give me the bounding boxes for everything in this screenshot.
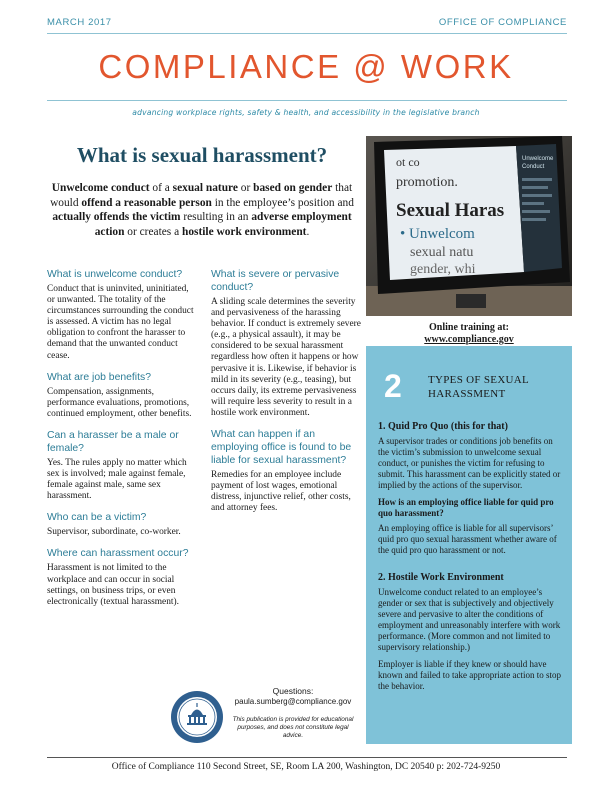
- faq-question: Can a harasser be a male or female?: [47, 429, 179, 454]
- faq-question: What is unwelcome conduct?: [47, 269, 183, 280]
- type2-note: Employer is liable if they knew or should have known and failed to take appropriate action to stop the behavior.: [378, 659, 561, 691]
- type1-question: How is an employing office liable for quid pro quo harassment?: [378, 497, 554, 518]
- sidebar-bar: [522, 194, 552, 197]
- footer-address: Office of Compliance 110 Second Street, SE, Room LA 200, Washington, DC 20540 p: 202-724-9250: [111, 762, 501, 772]
- office-seal-icon: [170, 690, 224, 744]
- screen-text-line: ot co: [396, 155, 420, 169]
- type1-title: [378, 421, 562, 432]
- intro-text: in the employee’s position and: [211, 196, 354, 209]
- intro-term-sexual-nature: sexual nature: [172, 182, 238, 194]
- training-photo: [366, 136, 572, 316]
- faq-item: [47, 268, 197, 362]
- header-rule-top: [47, 33, 567, 34]
- intro-term-hostile-environment: hostile work environment: [182, 225, 307, 238]
- type2-title: [378, 572, 562, 583]
- type1-title-text: 1. Quid Pro Quo (this for that): [378, 421, 508, 432]
- intro-text: .: [306, 225, 310, 238]
- capitol-spire: [196, 703, 197, 707]
- intro-term-adverse-action: adverse employment action: [94, 211, 352, 238]
- type1-answer: An employing office is liable for all supervisors’ quid pro quo sexual harassment whether aware of the quid pro quo harassment or not.: [378, 523, 557, 555]
- tagline: advancing workplace rights, safety & health, and accessibility in the legislative branch: [132, 108, 480, 117]
- type1-body: A supervisor trades or conditions job benefits on the victim’s submission to unwelcome sexual conduct, or punishes the victim for refusing to submit. This harassment can be explicitly stated or implied by the actions of the supervisor.: [378, 436, 561, 490]
- screen-text-line: • Unwelcom: [400, 226, 475, 242]
- contact-email-link[interactable]: paula.sumberg@compliance.gov: [234, 696, 352, 706]
- photo-caption: [366, 322, 572, 345]
- intro-term-unwelcome: Unwelcome conduct: [51, 182, 150, 194]
- sidebar-bar: [522, 218, 546, 221]
- faq-answer: A sliding scale determines the severity and pervasiveness of the harassing behavior. If conduct is extremely severe (e.g., a physical assault), it may be considered to be sexual harassment regardless how often it happens or how pervasive it is. Likewise, if behavior is mild in its severity (e.g., teasing), but occurs daily, its extreme pervasiveness will require less severity to result in a hostile work environment.: [211, 297, 361, 418]
- intro-text: resulting in an: [180, 211, 252, 224]
- sidebar-text-line: Conduct: [522, 164, 545, 170]
- faq-question: What are job benefits?: [47, 371, 151, 383]
- sidebar-bar: [522, 210, 550, 213]
- sidebar-bar: [522, 178, 552, 181]
- screen-text-line: sexual natu: [410, 245, 474, 260]
- questions-label: Questions:: [272, 686, 314, 696]
- faq-answer: Harassment is not limited to the workplace and can occur in social settings, on business trips, or even electronically (textual harassment).: [47, 563, 179, 607]
- faq-item: [211, 268, 361, 419]
- faq-item: [47, 547, 197, 607]
- article-intro: [47, 181, 357, 239]
- sidebar-bar: [522, 186, 548, 189]
- intro-term-reasonable-person: offend a reasonable person: [81, 196, 212, 209]
- faq-question: What is severe or pervasive conduct?: [211, 269, 340, 293]
- screen-text-line: Sexual Haras: [396, 200, 505, 221]
- faq-answer: Yes. The rules apply no matter which sex is involved; male against female, female against male, same sex harassment.: [47, 457, 187, 502]
- intro-term-offends-victim: actually offends the victim: [52, 211, 181, 224]
- intro-text: or: [237, 182, 254, 194]
- faq-answer: Compensation, assignments, performance evaluations, promotions, continued employment, other benefits.: [47, 386, 192, 419]
- faq-item: [211, 428, 361, 514]
- faq-answer: Remedies for an employee include payment of lost wages, emotional distress, injunctive relief, other costs, and attorney fees.: [211, 470, 351, 514]
- training-link[interactable]: www.compliance.gov: [424, 333, 514, 345]
- type2-title-text: 2. Hostile Work Environment: [378, 572, 504, 583]
- faq-question: What can happen if an employing office is found to be liable for sexual harassment?: [211, 429, 352, 467]
- sidebar-bar: [522, 202, 544, 205]
- caption-label: Online training at:: [428, 322, 509, 333]
- types-heading: TYPES OF SEXUAL HARASSMENT: [428, 374, 529, 400]
- faq-column-right: [211, 268, 361, 523]
- faq-item: [47, 429, 197, 502]
- intro-term-gender: based on gender: [253, 182, 333, 194]
- intro-text: or creates a: [124, 225, 182, 238]
- monitor-illustration: [366, 136, 572, 316]
- faq-item: [47, 511, 197, 538]
- faq-column-left: [47, 268, 197, 617]
- intro-text: of a: [149, 182, 173, 194]
- types-content: [378, 421, 562, 698]
- intro-text: that would: [50, 182, 353, 209]
- types-number: 2: [384, 368, 402, 404]
- office-name: OFFICE OF COMPLIANCE: [438, 17, 567, 28]
- spacer: [378, 562, 562, 572]
- faq-question: Who can be a victim?: [47, 512, 147, 524]
- contact-block: [228, 686, 358, 707]
- screen-text-line: gender, whi: [410, 262, 476, 277]
- footer-rule: [47, 757, 567, 758]
- disclaimer: This publication is provided for educational purposes, and does not constitute legal advice.: [232, 716, 354, 739]
- faq-question: Where can harassment occur?: [47, 548, 189, 560]
- screen-text-line: promotion.: [396, 175, 458, 190]
- faq-answer: Conduct that is uninvited, uninitiated, or unwanted. The totality of the circumstances surrounding the conduct is assessed. A victim has no legal obligation to confront the harasser to demand that the unwanted conduct cease.: [47, 284, 194, 361]
- article-title: What is sexual harassment?: [76, 143, 328, 167]
- faq-item: [47, 371, 197, 420]
- types-box: [366, 346, 572, 744]
- type2-body: Unwelcome conduct related to an employee’s gender or sex that is subjectively and objectively severe and pervasive to alter the conditions of employment and unreasonably interfere with work performance. (More common and not limited to supervisory relationship.): [378, 587, 561, 652]
- issue-date: MARCH 2017: [47, 17, 112, 28]
- sidebar-text-line: Unwelcome: [522, 156, 554, 162]
- header-rule-bottom: [47, 100, 567, 101]
- monitor-stand: [456, 294, 486, 308]
- faq-answer: Supervisor, subordinate, co-worker.: [47, 527, 181, 538]
- masthead-title: COMPLIANCE @ WORK: [98, 48, 514, 85]
